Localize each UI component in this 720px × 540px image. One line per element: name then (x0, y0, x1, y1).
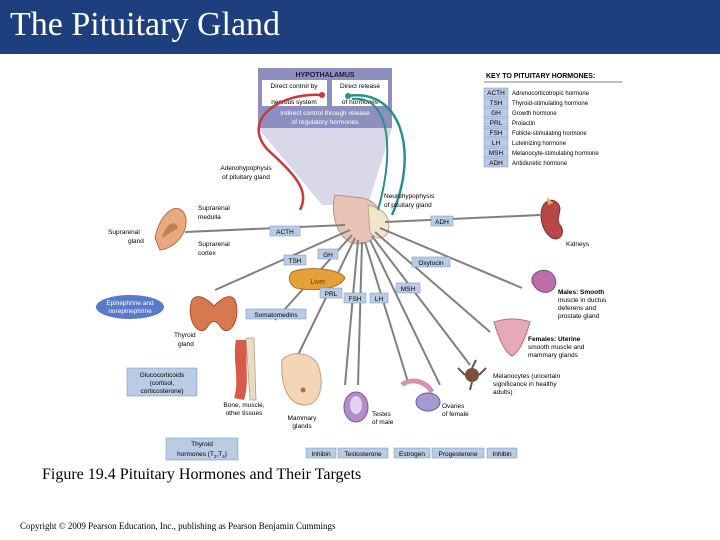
testes-illustration (344, 392, 368, 422)
epinephrine-line1: Epinephrine and (106, 300, 154, 307)
key-abbr: ACTH (487, 90, 505, 97)
ovaries-line1: Ovaries (442, 403, 465, 410)
figure-caption: Figure 19.4 Pituitary Hormones and Their Targets (42, 466, 362, 483)
slide-title: The Pituitary Gland (10, 6, 281, 43)
direct-release-text: Direct release (339, 83, 381, 90)
males-line4: prostate gland (558, 313, 600, 320)
inhibin-male-label: Inhibin (311, 451, 331, 458)
suprarenal-medulla-line1: Suprarenal (198, 205, 230, 212)
thyroid-hormones-base: hormones (T (177, 451, 214, 458)
glucocorticoids-line3: corticosterone) (140, 388, 184, 395)
prostate-illustration (532, 270, 556, 292)
key-title: KEY TO PITUITARY HORMONES: (486, 73, 596, 80)
hypothalamus-title: HYPOTHALAMUS (295, 72, 355, 79)
testes-line2: of male (372, 419, 394, 426)
adh-label: ADH (435, 219, 449, 226)
suprarenal-gland-illustration (155, 208, 186, 250)
thyroid-hormones-line1: Thyroid (191, 441, 213, 448)
inhibin-female-label: Inhibin (492, 451, 512, 458)
key-abbr: MSH (488, 150, 504, 157)
testes-line1: Testes (372, 411, 391, 418)
males-line3: deferens and (558, 305, 596, 312)
key-hormone-name: Growth hormone (512, 111, 557, 117)
females-line2: smooth muscle and (528, 344, 585, 351)
oxytocin-label: Oxytocin (418, 260, 444, 267)
gh-label: GH (323, 252, 333, 259)
key-hormone-name: Thyroid-stimulating hormone (512, 101, 589, 107)
mammary-illustration (282, 354, 321, 405)
key-hormone-name: Luteinizing hormone (512, 141, 567, 147)
lh-label: LH (374, 296, 384, 303)
key-hormone-name: Adrenocorticotropic hormone (512, 91, 590, 97)
key-abbr: ADH (489, 160, 503, 167)
key-abbr: TSH (489, 100, 503, 107)
key-hormone-name: Melanocyte-stimulating hormone (512, 151, 599, 157)
estrogen-label: Estrogen (398, 451, 426, 458)
melanocyte-illustration (458, 360, 486, 390)
liver-label: Liver (310, 279, 326, 286)
thyroid-hormones-line2: hormones $(T_3,T_4)$ (177, 451, 227, 459)
acth-label: ACTH (276, 229, 294, 236)
thyroid-gland-line1: Thyroid (174, 332, 196, 339)
key-abbr: GH (491, 110, 501, 117)
females-line1: Females: Uterine (528, 336, 581, 343)
of-hormones-text: of hormones (341, 99, 379, 106)
key-hormone-name: Follicle-stimulating hormone (512, 131, 587, 137)
somatomedins-label: Somatomedins (254, 312, 298, 319)
bone-muscle-illustration (234, 338, 256, 400)
mammary-line1: Mammary (287, 415, 317, 422)
testosterone-label: Testosterone (344, 451, 382, 458)
suprarenal-gland-line2: gland (128, 238, 144, 245)
bone-muscle-line1: Bone, muscle, (223, 402, 265, 409)
copyright-notice: Copyright © 2009 Pearson Education, Inc., publishing as Pearson Benjamin Cummings (20, 521, 336, 531)
key-abbr: FSH (489, 130, 503, 137)
ovaries-line2: of female (442, 411, 469, 418)
nervous-system-text: nervous system (271, 99, 317, 106)
kidneys-label: Kidneys (566, 241, 590, 248)
suprarenal-gland-line1: Suprarenal (108, 229, 140, 236)
fsh-label: FSH (348, 296, 362, 303)
suprarenal-medulla-line2: medulla (198, 214, 221, 221)
tsh-label: TSH (288, 258, 302, 265)
msh-label: MSH (400, 286, 416, 293)
adenohypophysis-line2: of pituitary gland (222, 174, 270, 181)
melanocytes-line3: adults) (493, 389, 513, 396)
uterus-illustration (494, 319, 530, 356)
melanocytes-line2: significance in healthy (493, 381, 557, 388)
key-abbr: PRL (489, 120, 503, 127)
kidney-illustration (541, 197, 562, 239)
bone-muscle-line2: other tissues (225, 410, 263, 417)
key-hormone-name: Antidiuretic hormone (512, 161, 568, 167)
glucocorticoids-line2: (cortisol, (149, 380, 175, 387)
hypothalamus-funnel (258, 128, 392, 205)
ovaries-illustration (402, 381, 440, 411)
epinephrine-line2: norepinephrine (108, 308, 152, 315)
indirect-control-line2: of regulatory hormones (291, 119, 359, 126)
indirect-control-line1: Indirect control through release (280, 110, 370, 117)
melanocytes-line1: Melanocytes (uncertain (493, 373, 561, 380)
suprarenal-cortex-line2: cortex (198, 250, 216, 257)
prl-label: PRL (324, 291, 338, 298)
key-hormone-name: Prolactin (512, 121, 536, 127)
direct-control-text: Direct control by (270, 83, 318, 90)
mammary-line2: glands (292, 423, 312, 430)
males-line1: Males: Smooth (558, 289, 605, 296)
key-abbr: LH (491, 140, 501, 147)
glucocorticoids-line1: Glucocorticoids (139, 372, 185, 379)
suprarenal-cortex-line1: Suprarenal (198, 241, 230, 248)
neurohypophysis-line1: Neurohypophysis (384, 193, 435, 200)
hormone-key (484, 73, 622, 167)
neurohypophysis-line2: of pituitary gland (384, 202, 432, 209)
thyroid-illustration (190, 297, 237, 331)
females-line3: mammary glands (528, 352, 578, 359)
progesterone-label: Progesterone (438, 451, 478, 458)
thyroid-gland-line2: gland (178, 341, 194, 348)
males-line2: muscle in ductus (558, 297, 607, 304)
adenohypophysis-line1: Adenohypophysis (220, 165, 272, 172)
